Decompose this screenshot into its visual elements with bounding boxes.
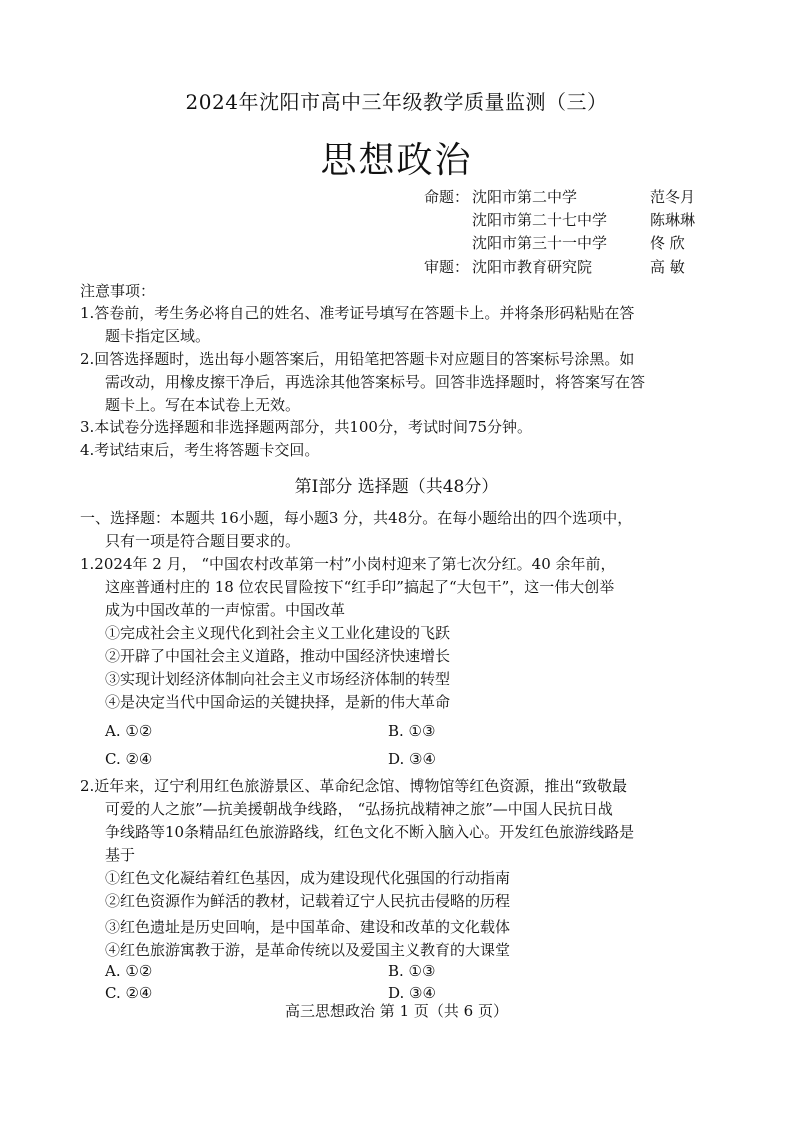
statement-item: ③实现计划经济体制向社会主义市场经济体制的转型 — [105, 670, 451, 688]
exam-title: 2024年沈阳市高中三年级教学质量监测（三） — [185, 90, 608, 114]
author-name: 范冬月 — [650, 188, 696, 206]
section-instruction-cont: 只有一项是符合题目要求的。 — [105, 532, 301, 550]
note-item-cont: 题卡指定区域。 — [105, 327, 211, 345]
section-instruction: 一、选择题：本题共 16小题，每小题3 分，共48分。在每小题给出的四个选项中， — [80, 509, 633, 527]
option-d: D. ③④ — [388, 750, 436, 768]
reviewer-school: 沈阳市教育研究院 — [472, 258, 593, 276]
option-b: B. ①③ — [388, 962, 436, 980]
page-footer: 高三思想政治 第 1 页（共 6 页） — [285, 1002, 508, 1020]
option-a: A. ①② — [105, 962, 153, 980]
statement-item: ②开辟了中国社会主义道路，推动中国经济快速增长 — [105, 647, 451, 665]
statement-item: ②红色资源作为鲜活的教材，记载着辽宁人民抗击侵略的历程 — [105, 892, 511, 910]
statement-item: ④是决定当代中国命运的关键抉择，是新的伟大革命 — [105, 693, 451, 711]
question-stem: 1.2024年 2 月， “中国农村改革第一村”小岗村迎来了第七次分红。40 余年前， — [80, 555, 616, 573]
question-stem-cont: 争线路等10条精品红色旅游路线，红色文化不断入脑入心。开发红色旅游线路是 — [105, 823, 635, 841]
statement-item: ③红色遗址是历史回响，是中国革命、建设和改革的文化载体 — [105, 918, 511, 936]
statement-item: ④红色旅游寓教于游，是革命传统以及爱国主义教育的大课堂 — [105, 941, 511, 959]
option-a: A. ①② — [105, 722, 153, 740]
author-school: 沈阳市第二十七中学 — [472, 211, 608, 229]
note-item: 2.回答选择题时，选出每小题答案后，用铅笔把答题卡对应题目的答案标号涂黑。如 — [80, 350, 635, 368]
note-item: 4.考试结束后，考生将答题卡交回。 — [80, 441, 320, 459]
option-c: C. ②④ — [105, 984, 153, 1002]
author-school: 沈阳市第二中学 — [472, 188, 578, 206]
question-stem: 2.近年来，辽宁利用红色旅游景区、革命纪念馆、博物馆等红色资源，推出“致敬最 — [80, 777, 627, 795]
subject-title: 思想政治 — [320, 140, 473, 181]
statement-item: ①完成社会主义现代化到社会主义工业化建设的飞跃 — [105, 624, 451, 642]
reviewer-label: 审题： — [424, 258, 470, 276]
option-d: D. ③④ — [388, 984, 436, 1002]
author-label: 命题： — [424, 188, 470, 206]
option-b: B. ①③ — [388, 722, 436, 740]
part-title: 第Ⅰ部分 选择题（共48分） — [294, 477, 499, 497]
note-item: 1.答卷前，考生务必将自己的姓名、准考证号填写在答题卡上。并将条形码粘贴在答 — [80, 304, 635, 322]
statement-item: ①红色文化凝结着红色基因，成为建设现代化强国的行动指南 — [105, 869, 511, 887]
option-c: C. ②④ — [105, 750, 153, 768]
notes-heading: 注意事项： — [80, 282, 156, 300]
note-item-cont: 需改动，用橡皮擦干净后，再选涂其他答案标号。回答非选择题时，将答案写在答 — [105, 373, 646, 391]
reviewer-name: 高 敏 — [650, 258, 685, 276]
question-stem-cont: 可爱的人之旅”—抗美援朝战争线路， “弘扬抗战精神之旅”—中国人民抗日战 — [105, 800, 613, 818]
question-stem-cont: 成为中国改革的一声惊雷。中国改革 — [105, 601, 346, 619]
author-school: 沈阳市第三十一中学 — [472, 234, 608, 252]
note-item-cont: 题卡上。写在本试卷上无效。 — [105, 396, 301, 414]
note-item: 3.本试卷分选择题和非选择题两部分，共100分，考试时间75分钟。 — [80, 418, 533, 436]
question-stem-cont: 基于 — [105, 846, 136, 864]
author-name: 陈琳琳 — [650, 211, 696, 229]
question-stem-cont: 这座普通村庄的 18 位农民冒险按下“红手印”搞起了“大包干”，这一伟大创举 — [105, 578, 615, 596]
author-name: 佟 欣 — [650, 234, 685, 252]
